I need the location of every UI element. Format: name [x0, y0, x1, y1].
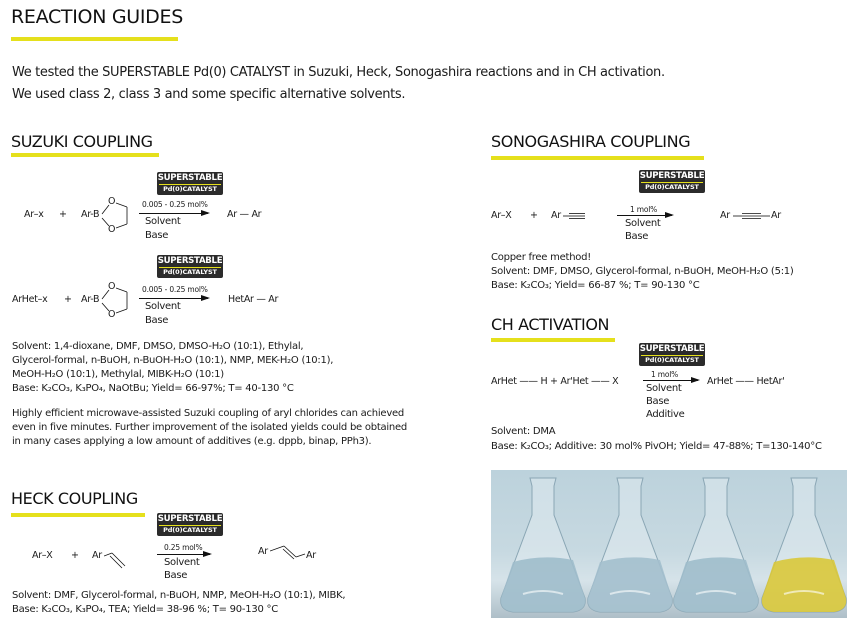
intro-line-1: We tested the SUPERSTABLE Pd(0) CATALYST in Suzuki, Heck, Sonogashira reactions and in CH activation.	[12, 65, 665, 80]
ch-reactants: ArHet —— H + Ar'Het —— X	[491, 376, 619, 387]
suzuki1-o-bottom: O	[108, 224, 116, 235]
badge-line1: SUPERSTABLE	[639, 344, 705, 354]
heck-conditions-2: Base: K₂CO₃, K₃PO₄, TEA; Yield= 38-96 %; T= 90-130 °C	[12, 604, 278, 615]
vinyl-group-icon	[104, 550, 128, 570]
suzuki1-o-top: O	[108, 196, 116, 207]
catalyst-badge	[639, 343, 705, 366]
badge-line1: SUPERSTABLE	[157, 514, 223, 524]
heck-plus: +	[71, 550, 79, 561]
catalyst-badge	[639, 170, 705, 193]
suzuki1-loading: 0.005 - 0.25 mol%	[142, 200, 208, 209]
flask-icon	[674, 478, 759, 612]
suzuki2-reactant2: Ar-B	[81, 294, 100, 305]
sonogashira-plus: +	[530, 210, 538, 221]
badge-line2: Pd(0)CATALYST	[645, 356, 699, 364]
ch-base: Base	[646, 396, 670, 407]
sonogashira-reactant1: Ar–X	[491, 210, 512, 221]
heck-reactant2: Ar	[92, 550, 102, 561]
badge-line2: Pd(0)CATALYST	[163, 268, 217, 276]
suzuki-conditions-2: Glycerol-formal, n-BuOH, n-BuOH-H₂O (10:1), NMP, MEK-H₂O (10:1),	[12, 355, 334, 366]
suzuki-note-3: in many cases applying a low amount of additives (e.g. dppb, binap, PPh3).	[12, 436, 372, 447]
suzuki-conditions-3: MeOH-H₂O (10:1), Methylal, MIBK-H₂O (10:1)	[12, 369, 224, 380]
flasks-illustration	[491, 470, 847, 618]
ch-solvent: Solvent	[646, 383, 682, 394]
page-title: REACTION GUIDES	[11, 6, 183, 28]
sonogashira-conditions-3: Base: K₂CO₃; Yield= 66-87 %; T= 90-130 °C	[491, 280, 700, 291]
flask-icon	[762, 478, 847, 612]
alkyne-bond-icon	[733, 212, 771, 220]
suzuki2-o-top: O	[108, 281, 116, 292]
heck-solvent: Solvent	[164, 557, 200, 568]
suzuki-conditions-1: Solvent: 1,4-dioxane, DMF, DMSO, DMSO-H₂O (10:1), Ethylal,	[12, 341, 304, 352]
ch-product: ArHet —— HetAr'	[707, 376, 785, 387]
sonogashira-loading: 1 mol%	[630, 205, 658, 214]
dioxaborolane-ring-icon	[100, 281, 132, 321]
suzuki-title: SUZUKI COUPLING	[11, 132, 153, 151]
stilbene-bond-icon	[270, 543, 310, 563]
suzuki2-plus: +	[64, 294, 72, 305]
dioxaborolane-ring-icon	[100, 196, 132, 236]
heck-title: HECK COUPLING	[11, 489, 138, 508]
badge-line1: SUPERSTABLE	[639, 171, 705, 181]
suzuki-note-1: Highly efficient microwave-assisted Suzuki coupling of aryl chlorides can achieved	[12, 408, 404, 419]
suzuki2-product: HetAr — Ar	[228, 294, 279, 305]
heck-product-left: Ar	[258, 546, 268, 557]
badge-line1: SUPERSTABLE	[157, 256, 223, 266]
sonogashira-product-left: Ar	[720, 210, 730, 221]
suzuki1-reactant1: Ar–x	[24, 209, 44, 220]
badge-line2: Pd(0)CATALYST	[645, 183, 699, 191]
heck-underline	[11, 513, 145, 517]
reaction-arrow-icon	[157, 554, 210, 555]
sonogashira-product-right: Ar	[771, 210, 781, 221]
badge-line2: Pd(0)CATALYST	[163, 526, 217, 534]
title-underline	[11, 37, 178, 41]
intro-line-2: We used class 2, class 3 and some specific alternative solvents.	[12, 87, 406, 102]
heck-loading: 0.25 mol%	[164, 543, 203, 552]
alkyne-icon	[563, 212, 587, 220]
sonogashira-underline	[491, 156, 704, 160]
catalyst-badge	[157, 172, 223, 195]
ch-activation-underline	[491, 338, 615, 342]
sonogashira-title: SONOGASHIRA COUPLING	[491, 132, 691, 151]
catalyst-badge	[157, 255, 223, 278]
flask-icon	[588, 478, 673, 612]
catalyst-badge	[157, 513, 223, 536]
sonogashira-base: Base	[625, 231, 649, 242]
sonogashira-conditions-1: Copper free method!	[491, 252, 592, 263]
suzuki1-base: Base	[145, 230, 169, 241]
suzuki-conditions-4: Base: K₂CO₃, K₃PO₄, NaOtBu; Yield= 66-97%; T= 40-130 °C	[12, 383, 294, 394]
badge-line2: Pd(0)CATALYST	[163, 185, 217, 193]
suzuki2-reactant1: ArHet–x	[12, 294, 48, 305]
flask-icon	[501, 478, 586, 612]
badge-line1: SUPERSTABLE	[157, 173, 223, 183]
ch-additive: Additive	[646, 409, 685, 420]
suzuki-underline	[11, 153, 159, 157]
ch-loading: 1 mol%	[651, 370, 679, 379]
flasks-photo	[491, 470, 847, 618]
suzuki1-plus: +	[59, 209, 67, 220]
ch-activation-title: CH ACTIVATION	[491, 315, 610, 334]
suzuki2-solvent: Solvent	[145, 301, 181, 312]
sonogashira-solvent: Solvent	[625, 218, 661, 229]
heck-base: Base	[164, 570, 188, 581]
suzuki2-o-bottom: O	[108, 309, 116, 320]
suzuki2-loading: 0.005 - 0.25 mol%	[142, 285, 208, 294]
reaction-arrow-icon	[139, 213, 208, 214]
reaction-arrow-icon	[617, 215, 672, 216]
reaction-arrow-icon	[643, 380, 698, 381]
suzuki1-product: Ar — Ar	[227, 209, 262, 220]
reaction-arrow-icon	[139, 298, 208, 299]
heck-conditions-1: Solvent: DMF, Glycerol-formal, n-BuOH, NMP, MeOH-H₂O (10:1), MIBK,	[12, 590, 346, 601]
heck-product-right: Ar	[306, 550, 316, 561]
ch-conditions-2: Base: K₂CO₃; Additive: 30 mol% PivOH; Yield= 47-88%; T=130-140°C	[491, 441, 822, 452]
suzuki1-reactant2: Ar-B	[81, 209, 100, 220]
sonogashira-reactant2: Ar	[551, 210, 561, 221]
suzuki-note-2: even in five minutes. Further improvement of the isolated yields could be obtained	[12, 422, 408, 433]
sonogashira-conditions-2: Solvent: DMF, DMSO, Glycerol-formal, n-BuOH, MeOH-H₂O (5:1)	[491, 266, 794, 277]
suzuki1-solvent: Solvent	[145, 216, 181, 227]
heck-reactant1: Ar–X	[32, 550, 53, 561]
suzuki2-base: Base	[145, 315, 169, 326]
ch-conditions-1: Solvent: DMA	[491, 426, 556, 437]
